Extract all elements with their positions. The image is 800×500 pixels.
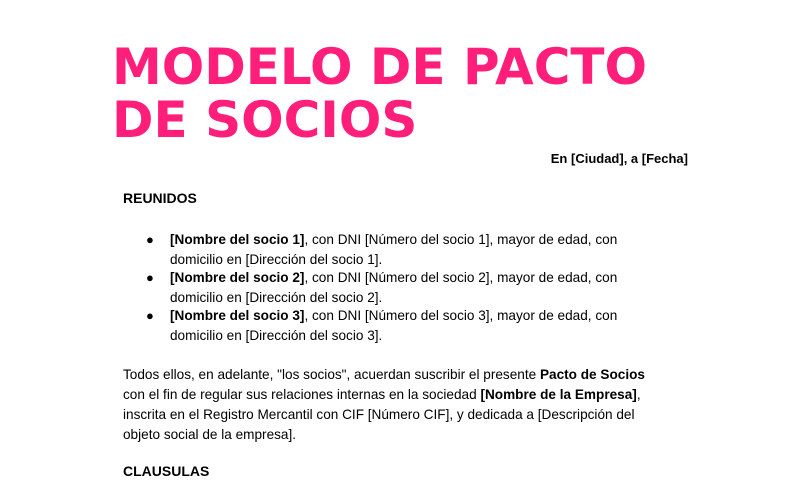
section-heading-reunidos: REUNIDOS — [123, 190, 197, 206]
list-item: [Nombre del socio 3], con DNI [Número del socio 3], mayor de edad, con — [170, 308, 618, 323]
list-item-cont: domicilio en [Dirección del socio 1]. — [170, 252, 383, 267]
paragraph-line: Todos ellos, en adelante, "los socios", acuerdan suscribir el presente Pacto de Socios — [123, 367, 645, 382]
partner-name: [Nombre del socio 1] — [170, 232, 305, 247]
bullet-icon: ● — [146, 308, 154, 323]
list-item: [Nombre del socio 2], con DNI [Número del socio 2], mayor de edad, con — [170, 270, 618, 285]
paragraph-line: objeto social de la empresa]. — [123, 427, 297, 442]
paragraph-line: inscrita en el Registro Mercantil con CIF [Número CIF], y dedicada a [Descripción del — [123, 407, 635, 422]
partner-name: [Nombre del socio 3] — [170, 308, 305, 323]
partner-name: [Nombre del socio 2] — [170, 270, 305, 285]
list-item: [Nombre del socio 1], con DNI [Número del socio 1], mayor de edad, con — [170, 232, 618, 247]
bullet-icon: ● — [146, 232, 154, 247]
document-title-line-2: DE SOCIOS — [112, 91, 418, 149]
bullet-icon: ● — [146, 270, 154, 285]
document-title-line-1: MODELO DE PACTO — [112, 38, 648, 96]
section-heading-clausulas: CLAUSULAS — [123, 463, 210, 479]
paragraph-line: con el fin de regular sus relaciones internas en la sociedad [Nombre de la Empresa], — [123, 387, 641, 402]
place-and-date: En [Ciudad], a [Fecha] — [550, 151, 688, 166]
list-item-cont: domicilio en [Dirección del socio 2]. — [170, 290, 383, 305]
list-item-cont: domicilio en [Dirección del socio 3]. — [170, 328, 383, 343]
